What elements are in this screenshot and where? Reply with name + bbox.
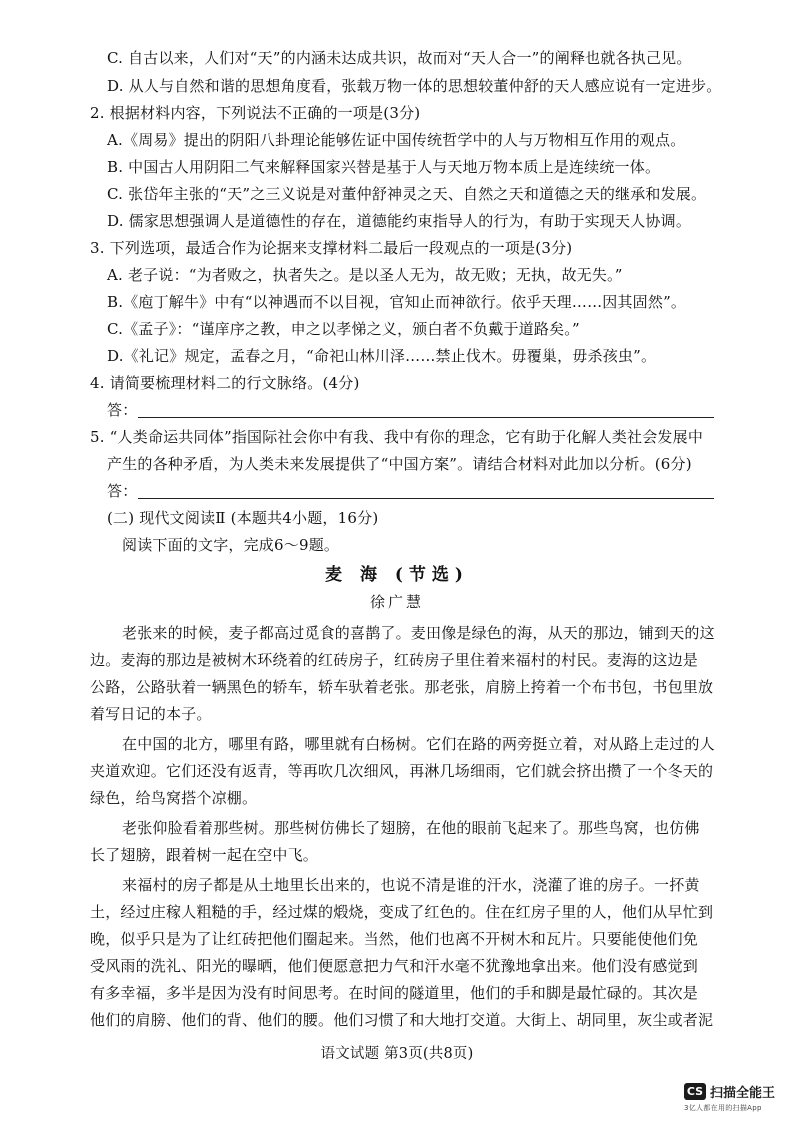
q3-option-d: D.《礼记》规定，孟春之月，“命祀山林川泽……禁止伐木。毋覆巢，毋杀孩虫”。 [107,347,657,365]
q5-stem-line2: 产生的各种矛盾，为人类未来发展提供了“中国方案”。请结合材料对此加以分析。(6分) [107,455,692,473]
camscanner-logo-icon: CS [684,1083,706,1100]
page-footer: 语文试题 第3页(共8页) [320,1046,474,1062]
q2-option-b: B. 中国古人用阴阳二气来解释国家兴替是基于人与天地万物本质上是连续统一体。 [107,158,661,176]
article-line: 长了翅膀，跟着树一起在空中飞。 [90,846,319,864]
q4-stem: 4. 请简要梳理材料二的行文脉络。(4分) [90,374,360,392]
q5-stem-line1: 5. “人类命运共同体”指国际社会你中有我、我中有你的理念，它有助于化解人类社会发展中 [90,428,704,446]
watermark-tagline: 3亿人都在用的扫描App [684,1104,762,1112]
article-line: 在中国的北方，哪里有路，哪里就有白杨树。它们在路的两旁挺立着，对从路上走过的人 [122,735,715,753]
q1-option-d: D. 从人与自然和谐的思想角度看，张载万物一体的思想较董仲舒的天人感应说有一定进步。 [107,77,722,95]
article-line: 受风雨的洗礼、阳光的曝晒，他们便愿意把力气和汗水毫不犹豫地拿出来。他们没有感觉到 [90,957,699,975]
q5-answer-label: 答： [107,482,138,500]
q3-option-b: B.《庖丁解牛》中有“以神遇而不以目视，官知止而神欲行。依乎天理……因其固然”。 [107,293,687,311]
q2-option-c: C. 张岱年主张的“天”之三义说是对董仲舒神灵之天、自然之天和道德之天的继承和发展。 [107,185,707,203]
q3-option-c: C.《孟子》：“谨庠序之教，申之以孝悌之义，颁白者不负戴于道路矣。” [107,320,580,338]
section-heading: (二) 现代文阅读Ⅱ (本题共4小题，16分) [107,509,379,527]
article-line: 夹道欢迎。它们还没有返青，等再吹几次细风，再淋几场细雨，它们就会挤出攒了一个冬天的 [90,762,714,780]
article-line: 老张来的时候，麦子都高过觅食的喜鹊了。麦田像是绿色的海，从天的那边，铺到天的这 [122,624,715,642]
q3-option-a: A. 老子说：“为者败之，执者失之。是以圣人无为，故无败；无执，故无失。” [107,266,623,284]
article-line: 晚，似乎只是为了让红砖把他们圈起来。当然，他们也离不开树木和瓦片。只要能使他们免 [90,930,699,948]
q2-stem: 2. 根据材料内容，下列说法不正确的一项是(3分) [90,104,421,122]
article-line: 着写日记的本子。 [90,705,212,723]
article-line: 老张仰脸看着那些树。那些树仿佛长了翅膀，在他的眼前飞起来了。那些鸟窝，也仿佛 [122,819,700,837]
section-instruction: 阅读下面的文字，完成6～9题。 [122,536,340,554]
watermark-app-name: 扫描全能王 [710,1086,776,1101]
q3-stem: 3. 下列选项，最适合作为论据来支撑材料二最后一段观点的一项是(3分) [90,239,573,257]
q5-answer-line[interactable] [138,498,714,499]
article-line: 来福村的房子都是从土地里长出来的，也说不清是谁的汗水，浇灌了谁的房子。一抔黄 [122,876,700,894]
article-line: 绿色，给鸟窝搭个凉棚。 [90,789,258,807]
article-author: 徐广慧 [369,593,424,611]
article-line: 公路，公路驮着一辆黑色的轿车，轿车驮着老张。那老张，肩膀上挎着一个布书包，书包里放 [90,678,714,696]
q1-option-c: C. 自古以来，人们对“天”的内涵未达成共识，故而对“天人合一”的阐释也就各执己见。 [107,49,692,67]
article-line: 有多幸福，多半是因为没有时间思考。在时间的隧道里，他们的手和脚是最忙碌的。其次是 [90,984,699,1002]
q4-answer-line[interactable] [138,417,714,418]
article-line: 他们的肩膀、他们的背、他们的腰。他们习惯了和大地打交道。大街上、胡同里，灰尘或者泥 [90,1011,714,1029]
article-line: 土，经过庄稼人粗糙的手，经过煤的煅烧，变成了红色的。住在红房子里的人，他们从早忙到 [90,903,714,921]
article-title: 麦 海 (节选) [325,565,469,585]
q2-option-a: A.《周易》提出的阴阳八卦理论能够佐证中国传统哲学中的人与万物相互作用的观点。 [107,131,686,149]
q2-option-d: D. 儒家思想强调人是道德性的存在，道德能约束指导人的行为，有助于实现天人协调。 [107,212,692,230]
article-line: 边。麦海的那边是被树木环绕着的红砖房子，红砖房子里住着来福村的村民。麦海的这边是 [90,651,699,669]
q4-answer-label: 答： [107,401,138,419]
